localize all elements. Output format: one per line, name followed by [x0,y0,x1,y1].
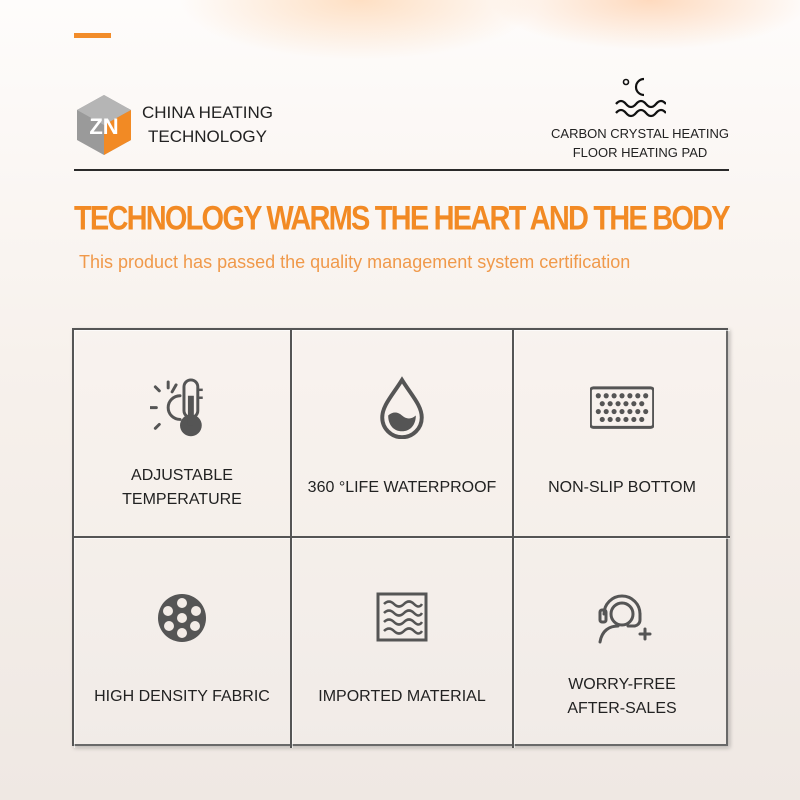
dotted-grid-pad-icon [590,376,654,439]
product-line2: FLOOR HEATING PAD [572,145,708,160]
feature-grid [72,328,728,746]
logo-text: ZN [89,114,119,139]
feature-cell-imported-material [292,538,514,748]
feature-label: WORRY-FREE AFTER-SALES [567,676,677,717]
subline: This product has passed the quality management system certification [79,252,631,272]
brand-name [142,101,273,149]
feature-cell-adjustable-temperature [74,330,292,538]
brand-name-line2: TECHNOLOGY [147,127,267,146]
product-line1: CARBON CRYSTAL HEATING [551,126,729,141]
feature-cell-non-slip [514,330,730,538]
wave-material-icon [370,584,434,648]
header-divider [74,169,729,171]
brand [76,94,273,156]
feature-label: HIGH DENSITY FABRIC [94,688,270,705]
feature-cell-after-sales [514,538,730,748]
fabric-ball-icon [150,584,214,648]
feature-cell-fabric [74,538,292,748]
sun-thermometer-icon [150,376,214,439]
brand-name-line1: CHINA HEATING [142,103,273,122]
product-title [550,76,730,162]
feature-cell-waterproof [292,330,514,538]
water-drop-icon [370,376,434,439]
feature-label: IMPORTED MATERIAL [318,688,486,705]
feature-label: 360 °LIFE WATERPROOF [307,478,497,496]
heat-wave-celsius-icon [614,76,666,118]
feature-label: NON-SLIP BOTTOM [548,478,696,496]
headline: TECHNOLOGY WARMS THE HEART AND THE BODY [74,200,729,238]
feature-label: ADJUSTABLE TEMPERATURE [122,466,242,508]
headset-support-icon [590,584,654,648]
accent-bar [74,33,111,38]
zn-logo-icon [76,94,132,156]
